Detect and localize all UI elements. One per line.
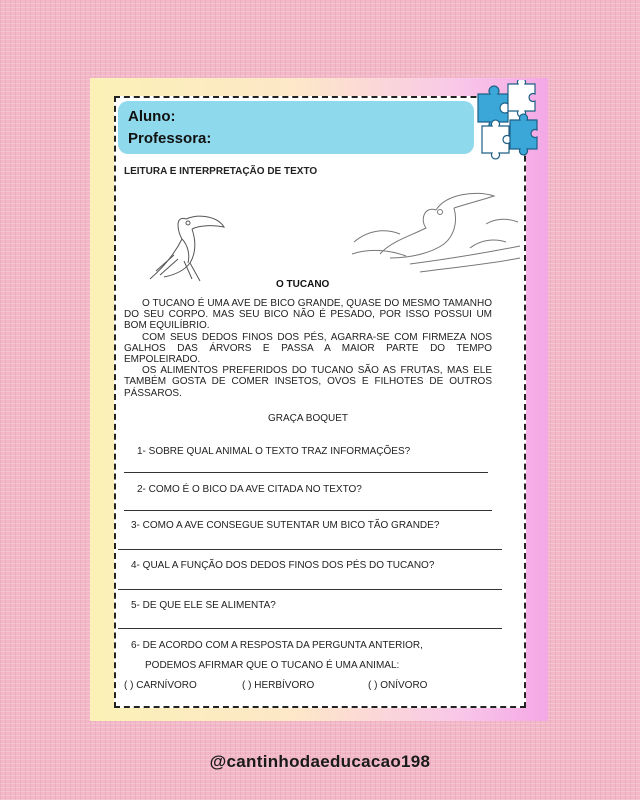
answer-line-2[interactable] — [124, 510, 492, 511]
option-onivoro[interactable]: ( ) ONÍVORO — [368, 680, 428, 691]
question-3: 3- COMO A AVE CONSEGUE SUTENTAR UM BICO TÃO GRANDE? — [131, 520, 440, 531]
section-title: LEITURA E INTERPRETAÇÃO DE TEXTO — [124, 166, 318, 177]
option-carnivoro[interactable]: ( ) CARNÍVORO — [124, 680, 197, 691]
toucan-illustration-right — [350, 184, 526, 280]
text-body — [124, 298, 492, 399]
question-6-continuation: PODEMOS AFIRMAR QUE O TUCANO É UMA ANIMAL: — [145, 660, 400, 671]
question-4: 4- QUAL A FUNÇÃO DOS DEDOS FINOS DOS PÉS DO TUCANO? — [131, 560, 435, 571]
paragraph: COM SEUS DEDOS FINOS DOS PÉS, AGARRA-SE COM FIRMEZA NOS GALHOS DAS ÁRVORS E PASSA A MAIOR PARTE DO TEMPO EMPOLEIRADO. — [124, 331, 492, 366]
student-label: Aluno: — [128, 108, 176, 125]
toucan-illustration-left — [144, 205, 226, 283]
paragraph: OS ALIMENTOS PREFERIDOS DO TUCANO SÃO AS FRUTAS, MAS ELE TAMBÉM GOSTA DE COMER INSETOS, OVOS E FILHOTES DE OUTROS PÁSSAROS. — [124, 365, 492, 399]
answer-line-1[interactable] — [124, 472, 488, 473]
answer-line-4[interactable] — [118, 589, 502, 590]
question-2: 2- COMO É O BICO DA AVE CITADA NO TEXTO? — [137, 484, 362, 495]
answer-line-5[interactable] — [118, 628, 502, 629]
answer-line-3[interactable] — [118, 549, 502, 550]
question-6: 6- DE ACORDO COM A RESPOSTA DA PERGUNTA ANTERIOR, — [131, 640, 423, 651]
text-title: O TUCANO — [276, 279, 330, 290]
option-herbivoro[interactable]: ( ) HERBÍVORO — [242, 680, 315, 691]
student-info-box — [118, 101, 474, 154]
question-5: 5- DE QUE ELE SE ALIMENTA? — [131, 600, 276, 611]
puzzle-pieces-icon — [474, 80, 540, 160]
question-1: 1- SOBRE QUAL ANIMAL O TEXTO TRAZ INFORMAÇÕES? — [137, 446, 411, 457]
text-author: GRAÇA BOQUET — [268, 413, 349, 424]
instagram-handle: @cantinhodaeducacao198 — [209, 752, 431, 771]
teacher-label: Professora: — [128, 130, 212, 147]
paragraph: O TUCANO É UMA AVE DE BICO GRANDE, QUASE DO MESMO TAMANHO DO SEU CORPO. MAS SEU BICO NÃO É PESADO, POR ISSO POSSUI UM BOM EQUILÍBRIO. — [124, 298, 492, 332]
